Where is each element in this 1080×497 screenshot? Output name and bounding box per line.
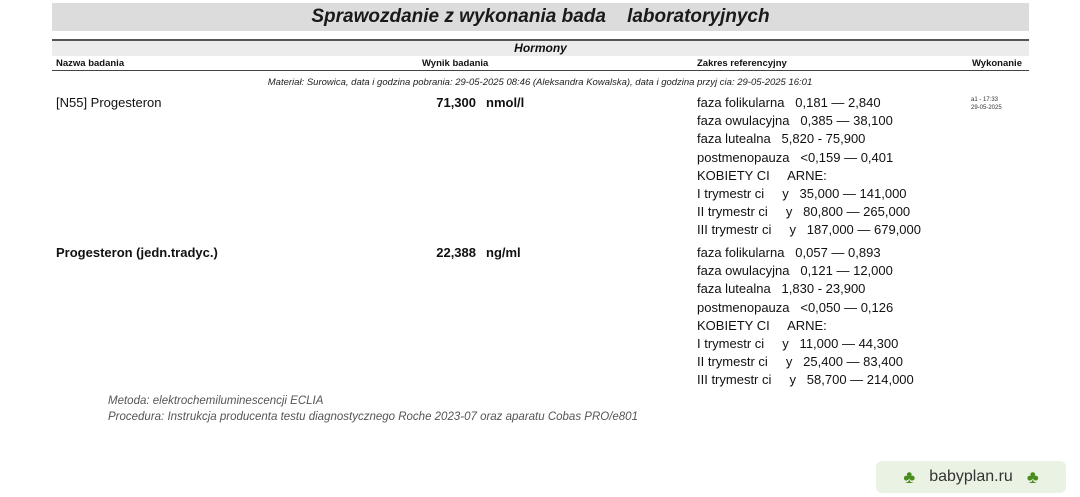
material-info: Materiał: Surowica, data i godzina pobrania: 29-05-2025 08:46 (Aleksandra Kowalska), data i godzina przyj cia: 29-05-2025 16:01 [267,77,813,88]
performed-date: 29-05-2025 [971,104,1002,111]
test-name: [N55] Progesteron [56,95,162,110]
result-unit: nmol/l [486,95,525,110]
reference-line: faza lutealna 1,830 - 23,900 [697,281,866,297]
reference-line: III trymestr ci y 58,700 — 214,000 [697,372,914,388]
reference-line: faza lutealna 5,820 - 75,900 [697,131,866,147]
reference-range-list [697,244,914,390]
column-header-result: Wynik badania [422,58,489,69]
report-title: Sprawozdanie z wykonania bada laboratoryjnych [52,3,1029,31]
reference-range-list [697,94,921,240]
reference-line: III trymestr ci y 187,000 — 679,000 [697,222,921,238]
watermark-text: babyplan.ru [929,468,1013,485]
reference-line: I trymestr ci y 35,000 — 141,000 [697,186,907,202]
reference-line: faza owulacyjna 0,385 — 38,100 [697,113,893,129]
reference-line: postmenopauza <0,050 — 0,126 [697,299,894,315]
reference-line: I trymestr ci y 11,000 — 44,300 [697,336,899,352]
reference-line: II trymestr ci y 80,800 — 265,000 [697,204,911,220]
performed-time: a1 - 17:33 [971,97,999,103]
reference-line: faza folikularna 0,181 — 2,840 [697,95,881,110]
performed-stamp [971,97,1002,112]
reference-line: faza owulacyjna 0,121 — 12,000 [697,263,893,279]
result-unit: ng/ml [486,245,521,260]
watermark-badge [876,461,1066,493]
column-header-name: Nazwa badania [56,58,125,69]
header-divider [52,70,1029,71]
test-name: Progesteron (jedn.tradyc.) [56,245,218,260]
result-value: 71,300 [436,95,476,110]
reference-line: KOBIETY CI ARNE: [697,167,827,183]
section-title: Hormony [514,41,567,55]
clover-icon: ♣ [1026,466,1039,487]
column-header-performed: Wykonanie [972,58,1022,69]
reference-line: KOBIETY CI ARNE: [697,317,827,333]
reference-line: faza folikularna 0,057 — 0,893 [697,245,881,260]
result-value: 22,388 [436,245,476,260]
reference-line: postmenopauza <0,159 — 0,401 [697,149,894,165]
section-header [52,39,1029,56]
method-note: Metoda: elektrochemiluminescencji ECLIA [108,395,324,407]
column-header-reference: Zakres referencyjny [697,58,787,69]
clover-icon: ♣ [903,466,916,487]
procedure-note: Procedura: Instrukcja producenta testu diagnostycznego Roche 2023-07 oraz aparatu Cobas PRO/e801 [108,411,638,423]
reference-line: II trymestr ci y 25,400 — 83,400 [697,354,903,370]
